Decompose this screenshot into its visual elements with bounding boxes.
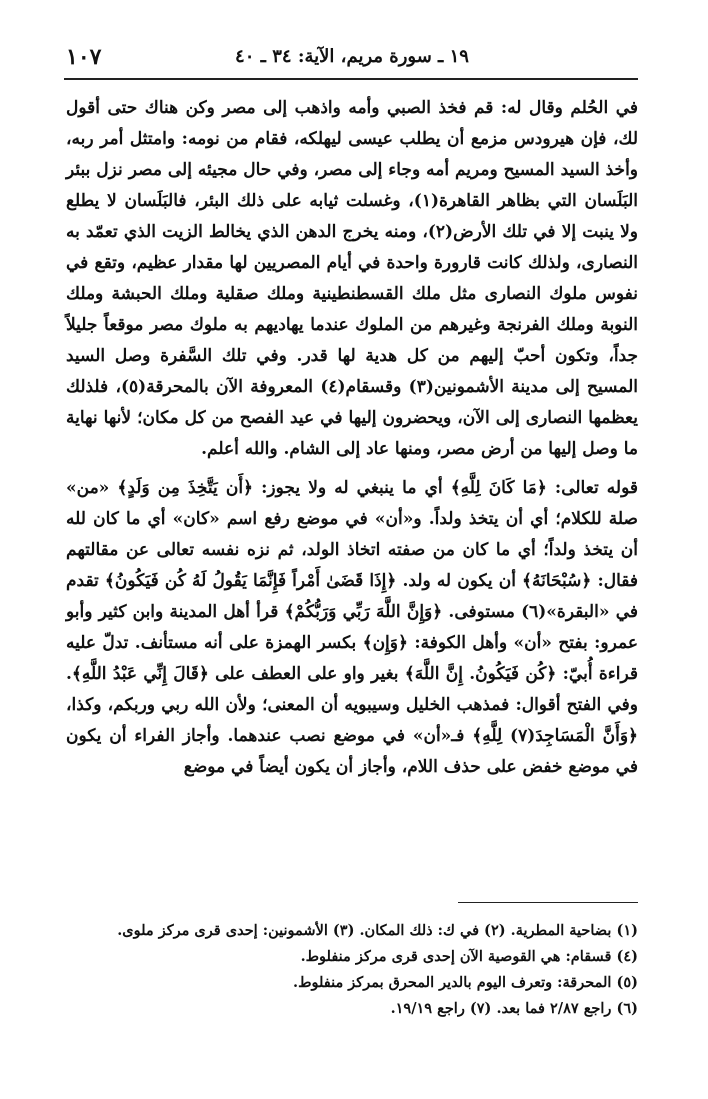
footnote-line-3: (٥) المحرقة: وتعرف اليوم بالدير المحرق بمركز منفلوط. bbox=[293, 974, 638, 991]
page-number: ١٠٧ bbox=[66, 44, 102, 70]
paragraph-2: قوله تعالى: ﴿مَا كَانَ لِلَّهِ﴾ أي ما ينبغي له ولا يجوز: ﴿أَن يَتَّخِذَ مِن وَلَدٍ﴾ «من» صلة للكلام؛ أي أن يتخذ ولداً. و«أن» في موضع رفع اسم «كان» أي ما كان لله أن يتخذ ولداً؛ أي ما كان من صفته اتخاذ الولد، ثم نزه نفسه تعالى عن مقالتهم فقال: ﴿سُبْحَانَهُ﴾ أن يكون له ولد. ﴿إِذَا قَضَىٰ أَمْراً فَإِنَّمَا يَقُولُ لَهُ كُن فَيَكُونُ﴾ تقدم في «البقرة»(٦) مستوفى. ﴿وَإِنَّ اللَّهَ رَبِّي وَرَبُّكُمْ﴾ قرأ أهل المدينة وابن كثير وأبو عمرو: بفتح «أن» وأهل الكوفة: ﴿وَإِن﴾ بكسر الهمزة على أنه مستأنف. تدلّ عليه قراءة أُبيّ: ﴿كُن فَيَكُونُ. إِنَّ اللَّهَ﴾ بغير واو على العطف على ﴿قَالَ إِنِّي عَبْدُ اللَّهِ﴾. وفي الفتح أقوال: فمذهب الخليل وسيبويه أن المعنى؛ ولأن الله ربي وربكم، وكذا، ﴿وَأَنَّ الْمَسَاجِدَ(٧) لِلَّهِ﴾ فـ«أن» في موضع نصب عندهما. وأجاز الفراء أن يكون في موضع خفض على حذف اللام، وأجاز أن يكون أيضاً في موضع bbox=[66, 478, 638, 777]
footnote-rule bbox=[458, 902, 638, 903]
footnotes bbox=[66, 918, 638, 1022]
main-text bbox=[66, 93, 638, 783]
paragraph-1: في الحُلم وقال له: قم فخذ الصبي وأمه واذهب إلى مصر وكن هناك حتى أقول لك، فإن هيرودس مزمع أن يطلب عيسى ليهلكه، فقام من نومه: وامتثل أمر ربه، وأخذ السيد المسيح ومريم أمه وجاء إلى مصر، وفي حال مجيئه إلى مصر نزل ببئر البَلَسان التي بظاهر القاهرة(١)، وغسلت ثيابه على ذلك البئر، فالبَلَسان لا يطلع ولا ينبت إلا في تلك الأرض(٢)، ومنه يخرج الدهن الذي يخالط الزيت الذي تعمّد به النصارى، ولذلك كانت قارورة واحدة في أيام المصريين لها مقدار عظيم، وتقع في نفوس ملوك النصارى مثل ملك القسطنطينية وملك صقلية وملك الحبشة وملك النوبة وملك الفرنجة وغيرهم من الملوك عندما يهاديهم به ملوك مصر موقعاً جليلاً جداً، وتكون أحبّ إليهم من كل هدية لها قدر. وفي تلك السَّفرة وصل السيد المسيح إلى مدينة الأشمونين(٣) وقسقام(٤) المعروفة الآن بالمحرقة(٥)، فلذلك يعظمها النصارى إلى الآن، ويحضرون إليها في عيد الفصح من كل مكان؛ لأنها نهاية ما وصل إليها من أرض مصر، ومنها عاد إلى الشام. والله أعلم. bbox=[66, 98, 639, 459]
footnote-line-2: (٤) قسقام: هي القوصية الآن إحدى قرى مركز منفلوط. bbox=[300, 948, 638, 965]
footnote-line-1: (١) بضاحية المطرية. (٢) في ك: ذلك المكان. (٣) الأشمونين: إحدى قرى مركز ملوى. bbox=[117, 922, 638, 939]
running-head: ١٩ ـ سورة مريم، الآية: ٣٤ ـ ٤٠ bbox=[235, 46, 469, 67]
header-rule bbox=[64, 78, 638, 80]
footnote-line-4: (٦) راجع ٢/٨٧ فما بعد. (٧) راجع ١٩/١٩. bbox=[390, 1000, 638, 1017]
